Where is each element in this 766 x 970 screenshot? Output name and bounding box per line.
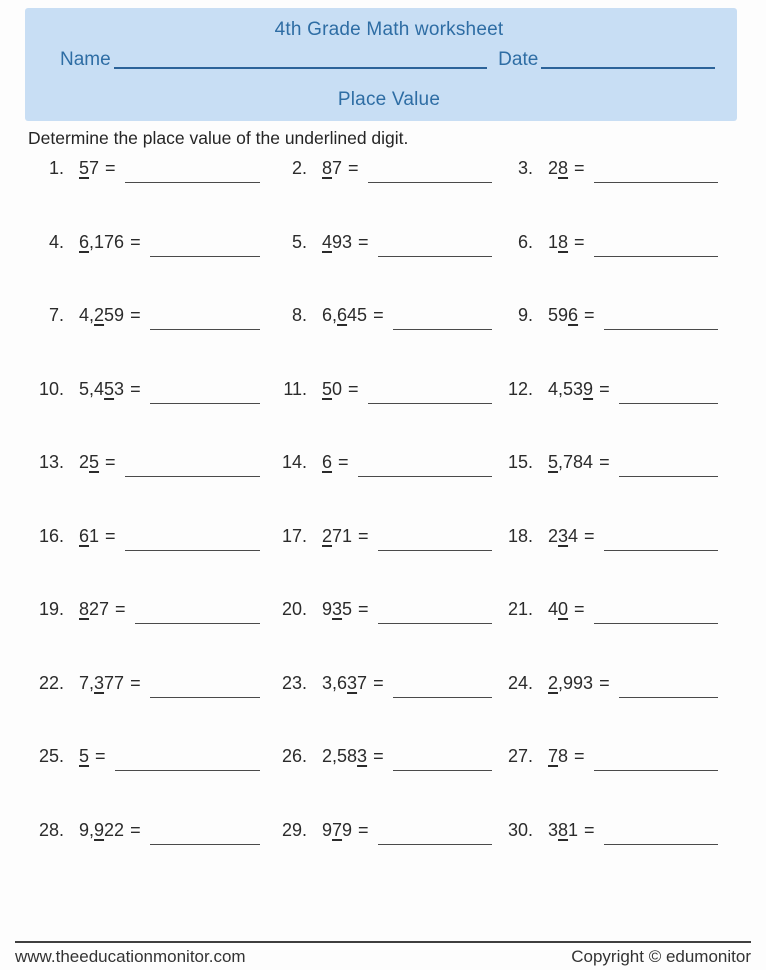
digits-after: 0 <box>332 378 343 399</box>
problem-item <box>279 230 505 304</box>
digits-before: 9 <box>322 599 333 619</box>
problem-expression <box>548 818 604 842</box>
problem-item <box>36 377 279 451</box>
equals-sign: = <box>574 599 585 619</box>
problem-number: 9. <box>517 305 533 325</box>
problem-expression <box>548 744 594 768</box>
answer-blank <box>604 303 718 330</box>
problem-expression <box>548 156 594 180</box>
problem-expression <box>79 597 135 621</box>
problem-item <box>279 450 505 524</box>
underlined-digit: 3 <box>558 525 569 546</box>
digits-before: 59 <box>548 305 569 325</box>
digits-before: 3,6 <box>322 672 348 693</box>
underlined-digit: 5 <box>79 746 90 766</box>
problem-number: 8. <box>291 305 307 325</box>
answer-blank <box>594 744 718 771</box>
problem-expression <box>322 671 393 695</box>
equals-sign: = <box>373 672 384 693</box>
equals-sign: = <box>358 599 369 619</box>
problem-expression <box>79 450 125 474</box>
equals-sign: = <box>358 819 369 840</box>
problem-item <box>505 524 718 598</box>
underlined-digit: 9 <box>94 819 105 840</box>
underlined-digit: 6 <box>322 452 333 472</box>
name-date-row <box>60 47 718 72</box>
problem-item <box>36 230 279 304</box>
problem-item <box>505 156 718 230</box>
equals-sign: = <box>373 746 384 766</box>
problem-number: 22. <box>38 672 64 693</box>
instruction-text: Determine the place value of the underlined digit. <box>28 128 409 148</box>
problem-number: 17. <box>281 525 307 546</box>
date-label: Date <box>498 49 539 70</box>
problem-number: 18. <box>507 525 533 546</box>
problem-expression <box>322 524 378 548</box>
underlined-digit: 6 <box>337 305 348 325</box>
answer-blank <box>393 744 492 771</box>
digits-before: 9, <box>79 819 95 840</box>
digits-before: 4,53 <box>548 378 584 399</box>
footer-url: www.theeducationmonitor.com <box>15 947 246 966</box>
equals-sign: = <box>105 452 116 472</box>
underlined-digit: 7 <box>332 819 343 840</box>
problem-number: 16. <box>38 525 64 546</box>
answer-blank <box>150 303 260 330</box>
problem-item <box>36 450 279 524</box>
answer-blank <box>150 671 260 698</box>
digits-after: 93 <box>332 231 353 252</box>
answer-blank <box>150 230 260 257</box>
answer-blank <box>125 524 260 551</box>
problem-item <box>279 597 505 671</box>
problem-item <box>36 597 279 671</box>
answer-blank <box>594 156 718 183</box>
problem-expression <box>548 230 594 254</box>
equals-sign: = <box>130 305 141 325</box>
underlined-digit: 9 <box>583 378 594 399</box>
equals-sign: = <box>584 525 595 546</box>
problem-number: 26. <box>281 746 307 766</box>
underlined-digit: 5 <box>89 452 100 472</box>
problem-expression <box>322 230 378 254</box>
digits-after: ,176 <box>89 231 125 252</box>
problem-expression <box>322 156 368 180</box>
problem-number: 30. <box>507 819 533 840</box>
digits-after: 45 <box>347 305 368 325</box>
equals-sign: = <box>130 231 141 252</box>
problem-number: 7. <box>48 305 64 325</box>
equals-sign: = <box>584 305 595 325</box>
answer-blank <box>378 524 492 551</box>
answer-blank <box>378 597 492 624</box>
problems-grid <box>36 156 718 891</box>
equals-sign: = <box>574 746 585 766</box>
underlined-digit: 5 <box>79 158 90 178</box>
problem-expression <box>79 230 150 254</box>
equals-sign: = <box>130 819 141 840</box>
problem-number: 15. <box>507 452 533 472</box>
problem-expression <box>548 450 619 474</box>
equals-sign: = <box>574 231 585 252</box>
digits-before: 4 <box>548 599 559 619</box>
underlined-digit: 2 <box>322 525 333 546</box>
digits-after: 8 <box>558 746 569 766</box>
problem-item <box>505 303 718 377</box>
problem-item <box>505 671 718 745</box>
equals-sign: = <box>348 158 359 178</box>
answer-blank <box>393 303 492 330</box>
digits-after: 71 <box>332 525 353 546</box>
equals-sign: = <box>584 819 595 840</box>
problem-item <box>36 671 279 745</box>
equals-sign: = <box>599 672 610 693</box>
underlined-digit: 6 <box>79 231 90 252</box>
digits-after: 7 <box>332 158 343 178</box>
equals-sign: = <box>358 231 369 252</box>
problem-expression <box>79 303 150 327</box>
problem-number: 3. <box>517 158 533 178</box>
digits-before: 9 <box>322 819 333 840</box>
problem-expression <box>79 156 125 180</box>
answer-blank <box>135 597 260 624</box>
name-blank-line <box>114 47 487 69</box>
underlined-digit: 8 <box>558 231 569 252</box>
problem-expression <box>79 377 150 401</box>
answer-blank <box>604 524 718 551</box>
problem-item <box>36 156 279 230</box>
problem-expression <box>548 377 619 401</box>
equals-sign: = <box>95 746 106 766</box>
underlined-digit: 6 <box>568 305 579 325</box>
digits-after: 9 <box>342 819 353 840</box>
problem-item <box>505 597 718 671</box>
digits-after: 59 <box>104 305 125 325</box>
underlined-digit: 3 <box>94 672 105 693</box>
problem-item <box>505 230 718 304</box>
problem-expression <box>79 671 150 695</box>
equals-sign: = <box>130 378 141 399</box>
problem-expression <box>322 377 368 401</box>
digits-before: 2 <box>548 158 559 178</box>
answer-blank <box>368 377 492 404</box>
digits-after: 4 <box>568 525 579 546</box>
problem-expression <box>548 597 594 621</box>
underlined-digit: 6 <box>79 525 90 546</box>
answer-blank <box>594 597 718 624</box>
digits-before: 3 <box>548 819 559 840</box>
equals-sign: = <box>599 378 610 399</box>
answer-blank <box>619 377 718 404</box>
underlined-digit: 3 <box>357 746 368 766</box>
underlined-digit: 3 <box>332 599 343 619</box>
digits-after: 1 <box>568 819 579 840</box>
answer-blank <box>378 818 492 845</box>
problem-number: 28. <box>38 819 64 840</box>
problem-number: 24. <box>507 672 533 693</box>
underlined-digit: 7 <box>548 746 559 766</box>
problem-number: 20. <box>281 599 307 619</box>
digits-before: 4, <box>79 305 95 325</box>
answer-blank <box>619 671 718 698</box>
digits-after: 1 <box>89 525 100 546</box>
answer-blank <box>150 818 260 845</box>
underlined-digit: 5 <box>548 452 559 472</box>
equals-sign: = <box>105 158 116 178</box>
equals-sign: = <box>115 599 126 619</box>
answer-blank <box>115 744 260 771</box>
problem-item <box>36 818 279 892</box>
problem-number: 4. <box>48 231 64 252</box>
underlined-digit: 2 <box>94 305 105 325</box>
digits-after: ,784 <box>558 452 594 472</box>
digits-before: 1 <box>548 231 559 252</box>
equals-sign: = <box>373 305 384 325</box>
digits-before: 7, <box>79 672 95 693</box>
underlined-digit: 4 <box>322 231 333 252</box>
problem-expression <box>79 524 125 548</box>
answer-blank <box>125 156 260 183</box>
digits-after: 7 <box>89 158 100 178</box>
underlined-digit: 5 <box>104 378 115 399</box>
problem-number: 11. <box>283 378 307 399</box>
digits-after: ,993 <box>558 672 594 693</box>
equals-sign: = <box>599 452 610 472</box>
answer-blank <box>604 818 718 845</box>
date-blank-line <box>541 47 715 69</box>
digits-before: 6, <box>322 305 338 325</box>
problem-item <box>279 671 505 745</box>
digits-after: 3 <box>114 378 125 399</box>
digits-before: 2 <box>548 525 559 546</box>
problem-number: 23. <box>281 672 307 693</box>
problem-number: 10. <box>38 378 64 399</box>
underlined-digit: 5 <box>322 378 333 399</box>
digits-after: 77 <box>104 672 125 693</box>
problem-item <box>505 377 718 451</box>
answer-blank <box>358 450 492 477</box>
underlined-digit: 3 <box>347 672 358 693</box>
page-footer <box>15 941 751 967</box>
worksheet-header <box>25 8 737 121</box>
problem-item <box>36 524 279 598</box>
problem-item <box>279 524 505 598</box>
digits-after: 5 <box>342 599 353 619</box>
problem-number: 21. <box>507 599 533 619</box>
answer-blank <box>393 671 492 698</box>
problem-expression <box>548 524 604 548</box>
problem-expression <box>322 303 393 327</box>
problem-number: 13. <box>38 452 64 472</box>
problem-expression <box>548 303 604 327</box>
problem-expression <box>79 818 150 842</box>
problem-expression <box>79 744 115 768</box>
problem-expression <box>322 450 358 474</box>
problem-number: 29. <box>281 819 307 840</box>
problem-item <box>279 156 505 230</box>
problem-expression <box>322 744 393 768</box>
underlined-digit: 0 <box>558 599 569 619</box>
answer-blank <box>619 450 718 477</box>
answer-blank <box>150 377 260 404</box>
underlined-digit: 8 <box>79 599 90 619</box>
answer-blank <box>368 156 492 183</box>
problem-item <box>279 744 505 818</box>
digits-after: 7 <box>357 672 368 693</box>
problem-number: 12. <box>507 378 533 399</box>
problem-item <box>279 818 505 892</box>
equals-sign: = <box>348 378 359 399</box>
answer-blank <box>594 230 718 257</box>
digits-before: 2 <box>79 452 90 472</box>
underlined-digit: 8 <box>322 158 333 178</box>
problem-number: 27. <box>507 746 533 766</box>
problem-number: 1. <box>48 158 64 178</box>
problem-item <box>36 744 279 818</box>
problem-number: 6. <box>517 231 533 252</box>
footer-copyright: Copyright © edumonitor <box>571 947 751 966</box>
problem-expression <box>322 597 378 621</box>
worksheet-title: 4th Grade Math worksheet <box>274 19 504 40</box>
equals-sign: = <box>574 158 585 178</box>
problem-item <box>505 450 718 524</box>
equals-sign: = <box>338 452 349 472</box>
problem-number: 19. <box>38 599 64 619</box>
digits-before: 2,58 <box>322 746 358 766</box>
problem-item <box>279 303 505 377</box>
problem-item <box>279 377 505 451</box>
problem-number: 25. <box>38 746 64 766</box>
problem-item <box>505 744 718 818</box>
digits-after: 22 <box>104 819 125 840</box>
digits-before: 5,4 <box>79 378 105 399</box>
problem-expression <box>548 671 619 695</box>
problem-number: 14. <box>281 452 307 472</box>
problem-item <box>36 303 279 377</box>
problem-number: 2. <box>291 158 307 178</box>
underlined-digit: 8 <box>558 819 569 840</box>
worksheet-subtitle: Place Value <box>337 89 441 110</box>
digits-after: 27 <box>89 599 110 619</box>
problem-number: 5. <box>291 231 307 252</box>
underlined-digit: 8 <box>558 158 569 178</box>
equals-sign: = <box>105 525 116 546</box>
answer-blank <box>378 230 492 257</box>
equals-sign: = <box>130 672 141 693</box>
underlined-digit: 2 <box>548 672 559 693</box>
equals-sign: = <box>358 525 369 546</box>
problem-expression <box>322 818 378 842</box>
name-label: Name <box>60 49 111 70</box>
answer-blank <box>125 450 260 477</box>
problem-item <box>505 818 718 892</box>
